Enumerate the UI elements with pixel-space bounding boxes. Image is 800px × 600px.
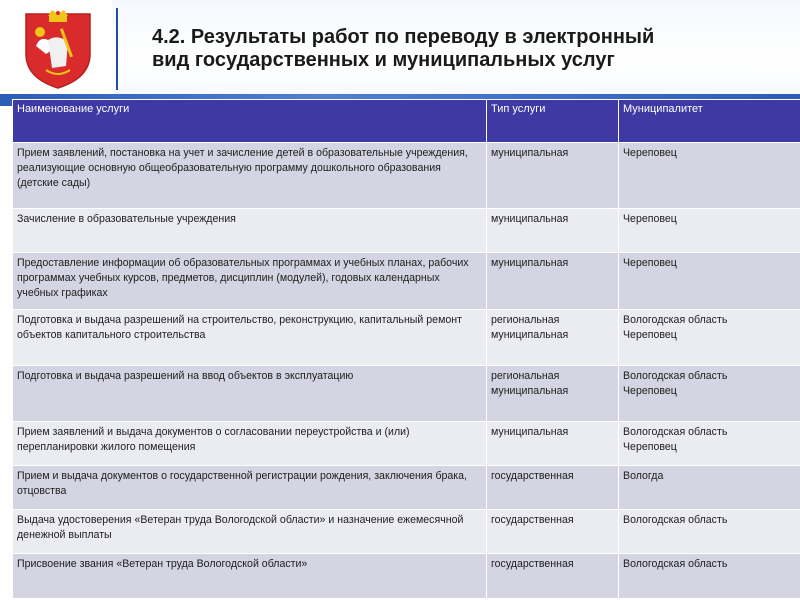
table-body	[13, 143, 800, 598]
table-header-row	[13, 100, 800, 143]
services-table	[12, 99, 800, 598]
service-type-value: муниципальная	[491, 385, 569, 397]
title-line-2: вид государственных и муниципальных услуг	[152, 49, 615, 71]
municipality-cell	[619, 209, 800, 253]
service-type-cell	[487, 209, 619, 253]
service-name-cell: Прием и выдача документов о государственной регистрации рождения, заключения брака, отцовства	[13, 466, 487, 510]
table-row	[13, 253, 800, 310]
column-header-municipality: Муниципалитет	[619, 100, 800, 143]
service-type-value: государственная	[491, 558, 574, 570]
title-line-1: 4.2. Результаты работ по переводу в электронный	[152, 26, 655, 48]
municipality-cell	[619, 466, 800, 510]
services-table-container	[12, 99, 800, 600]
service-type-value: государственная	[491, 470, 574, 482]
service-name-cell: Зачисление в образовательные учреждения	[13, 209, 487, 253]
service-type-value: муниципальная	[491, 147, 569, 159]
municipality-value: Вологда	[623, 470, 664, 482]
service-type-cell	[487, 422, 619, 466]
municipality-value: Череповец	[623, 257, 677, 269]
service-type-value: муниципальная	[491, 213, 569, 225]
municipality-cell	[619, 143, 800, 209]
table-row	[13, 209, 800, 253]
table-row	[13, 143, 800, 209]
municipality-value: Череповец	[623, 441, 677, 453]
service-name-cell: Прием заявлений и выдача документов о согласовании переустройства и (или) перепланировки жилого помещения	[13, 422, 487, 466]
service-name-cell: Предоставление информации об образовательных программах и учебных планах, рабочих программах учебных курсов, предметов, дисциплин (модулей), годовых календарных учебных графиках	[13, 253, 487, 310]
table-row	[13, 554, 800, 598]
service-name-cell: Выдача удостоверения «Ветеран труда Вологодской области» и назначение ежемесячной денежной выплаты	[13, 510, 487, 554]
municipality-cell	[619, 422, 800, 466]
slide-header	[0, 0, 800, 98]
municipality-value: Вологодская область	[623, 514, 728, 526]
vologda-coat-of-arms-icon	[18, 6, 98, 90]
logo-area	[0, 0, 112, 98]
municipality-value: Вологодская область	[623, 426, 728, 438]
column-header-service-type: Тип услуги	[487, 100, 619, 143]
municipality-value: Череповец	[623, 329, 677, 341]
municipality-cell	[619, 253, 800, 310]
service-name-cell: Подготовка и выдача разрешений на строительство, реконструкцию, капитальный ремонт объектов капитального строительства	[13, 310, 487, 366]
service-type-cell	[487, 510, 619, 554]
table-row	[13, 422, 800, 466]
table-row	[13, 466, 800, 510]
page-title	[152, 26, 792, 72]
service-name-cell: Подготовка и выдача разрешений на ввод объектов в эксплуатацию	[13, 366, 487, 422]
municipality-value: Череповец	[623, 147, 677, 159]
service-type-cell	[487, 366, 619, 422]
service-name-cell: Присвоение звания «Ветеран труда Вологодской области»	[13, 554, 487, 598]
service-type-value: региональная	[491, 314, 560, 326]
service-type-value: муниципальная	[491, 329, 569, 341]
table-row	[13, 310, 800, 366]
service-type-cell	[487, 466, 619, 510]
column-header-service-name: Наименование услуги	[13, 100, 487, 143]
service-type-value: государственная	[491, 514, 574, 526]
municipality-cell	[619, 510, 800, 554]
municipality-cell	[619, 366, 800, 422]
service-type-cell	[487, 253, 619, 310]
municipality-value: Череповец	[623, 385, 677, 397]
service-type-cell	[487, 554, 619, 598]
service-type-value: муниципальная	[491, 257, 569, 269]
service-type-cell	[487, 143, 619, 209]
municipality-value: Вологодская область	[623, 314, 728, 326]
municipality-cell	[619, 554, 800, 598]
service-type-value: муниципальная	[491, 426, 569, 438]
service-name-cell: Прием заявлений, постановка на учет и зачисление детей в образовательные учреждения, реализующие основную общеобразовательную программу дошкольного образования (детские сады)	[13, 143, 487, 209]
table-row	[13, 366, 800, 422]
service-type-cell	[487, 310, 619, 366]
municipality-value: Вологодская область	[623, 558, 728, 570]
municipality-value: Вологодская область	[623, 370, 728, 382]
municipality-cell	[619, 310, 800, 366]
service-type-value: региональная	[491, 370, 560, 382]
header-divider	[116, 8, 118, 90]
municipality-value: Череповец	[623, 213, 677, 225]
table-row	[13, 510, 800, 554]
